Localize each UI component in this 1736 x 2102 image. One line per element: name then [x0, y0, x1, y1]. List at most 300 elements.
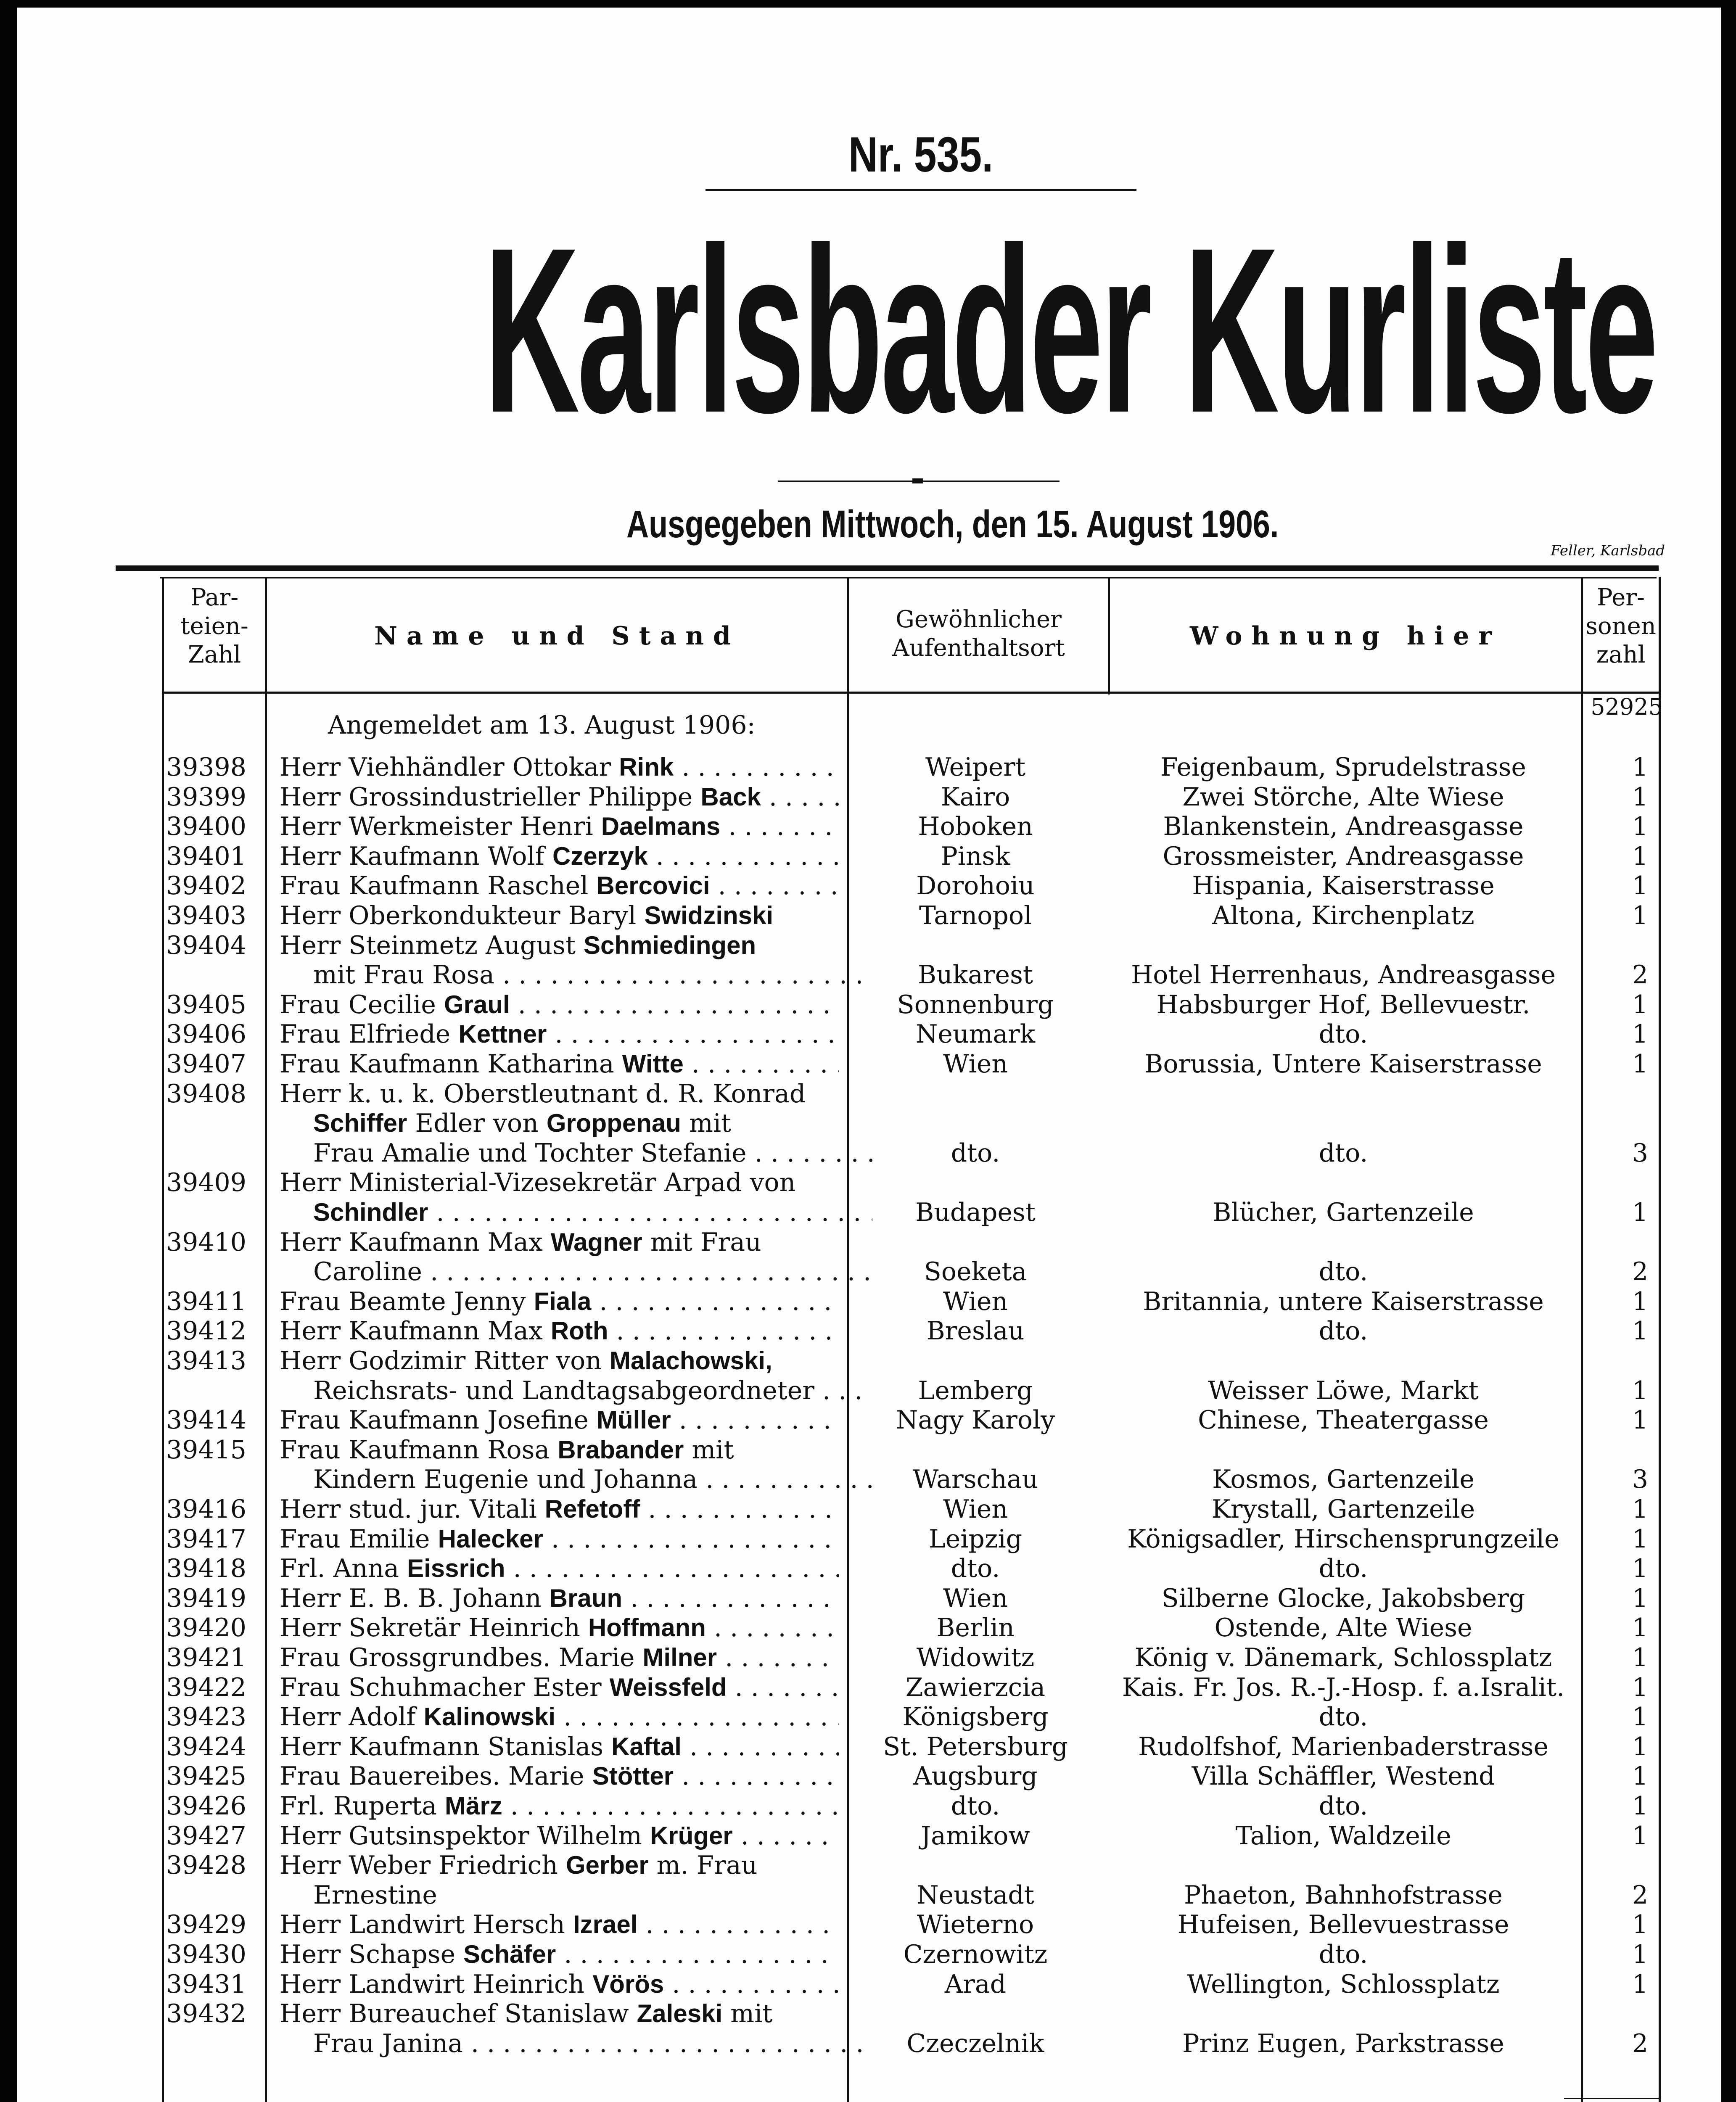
arrival-date-heading: Angemeldet am 13. August 1906: [328, 710, 756, 740]
lodging-here: Villa Schäffler, Westend [1192, 1761, 1495, 1791]
guest-name-status [280, 1435, 839, 1465]
party-number: 39424 [166, 1732, 246, 1761]
guest-name-text: Herr Weber Friedrich [280, 1851, 566, 1880]
persons-count: 1 [1632, 1049, 1648, 1079]
issue-number-rule [705, 189, 1136, 191]
persons-count: 1 [1632, 1761, 1648, 1791]
guest-name-text: Herr Sekretär Heinrich [280, 1613, 588, 1643]
guest-surname: Witte [622, 1050, 684, 1078]
guest-name-status [280, 1732, 839, 1761]
usual-residence: Berlin [936, 1613, 1015, 1643]
persons-count: 1 [1632, 1405, 1648, 1435]
party-number: 39414 [166, 1405, 246, 1435]
lodging-here: Königsadler, Hirschensprungzeile [1127, 1524, 1559, 1554]
guest-surname: Müller [596, 1406, 671, 1434]
guest-name-text: m. Frau [648, 1851, 758, 1880]
party-number: 39411 [166, 1287, 246, 1316]
guest-name-status [280, 1049, 839, 1079]
guest-name-status [280, 1910, 839, 1939]
guest-surname: Daelmans [601, 812, 721, 840]
usual-residence: Pinsk [941, 842, 1010, 871]
guest-name-status [280, 1970, 839, 1999]
guest-name-status [280, 1316, 839, 1346]
masthead-title: Karlsbader Kurliste [484, 198, 1656, 462]
table-row [0, 1287, 1736, 1316]
header-usual-residence: Gewöhnlicher Aufenthaltsort [892, 606, 1065, 662]
guest-name-text: Herr Godzimir Ritter von [280, 1346, 610, 1376]
table-row [0, 1228, 1736, 1257]
guest-surname: Swidzinski [644, 901, 774, 930]
table-row [0, 1584, 1736, 1613]
party-number: 39403 [166, 901, 246, 930]
usual-residence: Wien [943, 1287, 1008, 1316]
usual-residence: Wien [943, 1584, 1008, 1613]
guest-name-text: Frau Elfriede [280, 1019, 459, 1049]
table-row [0, 1761, 1736, 1791]
persons-count: 1 [1632, 842, 1648, 871]
persons-count: 1 [1632, 1198, 1648, 1227]
guest-surname: Graul [444, 990, 510, 1019]
guest-name-status [280, 1880, 872, 1910]
guest-name-status [280, 1791, 839, 1821]
guest-surname: Krüger [650, 1822, 733, 1850]
lodging-here: Wellington, Schlossplatz [1187, 1970, 1500, 1999]
usual-residence: Augsburg [913, 1761, 1038, 1791]
lodging-here: Chinese, Theatergasse [1198, 1405, 1489, 1435]
guest-name-text: mit Frau Rosa [313, 960, 494, 990]
guest-surname: Izrael [573, 1910, 638, 1938]
lodging-here: König v. Dänemark, Schlossplatz [1134, 1643, 1552, 1672]
persons-count: 2 [1632, 960, 1648, 990]
guest-name-text: Caroline [313, 1257, 423, 1286]
usual-residence: Weipert [925, 753, 1026, 782]
table-row [0, 1554, 1736, 1583]
guest-name-text: Frau Schuhmacher Ester [280, 1673, 610, 1702]
ornament-divider [778, 478, 1060, 483]
lodging-here: dto. [1319, 1138, 1368, 1168]
table-row [0, 871, 1736, 900]
usual-residence: Wien [943, 1049, 1008, 1079]
guest-name-text: Herr Kaufmann Max [280, 1228, 551, 1257]
table-row [0, 1910, 1736, 1939]
guest-name-text: Frau Kaufmann Rosa [280, 1435, 558, 1465]
table-row [0, 782, 1736, 812]
guest-name-status [280, 901, 839, 930]
guest-surname: Schäfer [463, 1940, 556, 1968]
persons-count: 3 [1632, 1138, 1648, 1168]
table-row [0, 1316, 1736, 1346]
persons-count: 1 [1632, 1287, 1648, 1316]
persons-count: 1 [1632, 782, 1648, 812]
guest-name-text: Frau Emilie [280, 1524, 438, 1554]
guest-surname: Braun [549, 1584, 622, 1612]
guest-name-text: Reichsrats- und Landtagsabgeordneter [313, 1376, 814, 1405]
usual-residence: Hoboken [918, 812, 1033, 841]
guest-name-status [280, 1376, 872, 1405]
persons-count: 1 [1632, 753, 1648, 782]
party-number: 39419 [166, 1584, 246, 1613]
lodging-here: Hispania, Kaiserstrasse [1192, 871, 1495, 900]
guest-name-status [280, 960, 872, 990]
guest-name-status [280, 1999, 839, 2028]
usual-residence: Breslau [926, 1316, 1025, 1346]
issue-date: Ausgegeben Mittwoch, den 15. August 1906. [626, 503, 1279, 546]
guest-name-text: Frau Janina [313, 2029, 463, 2058]
usual-residence: Neustadt [917, 1880, 1034, 1910]
guest-name-status [280, 1287, 839, 1316]
table-row [0, 1049, 1736, 1079]
guest-name-text: Herr stud. jur. Vitali [280, 1495, 545, 1524]
usual-residence: Königsberg [902, 1702, 1049, 1732]
persons-count: 3 [1632, 1465, 1648, 1494]
guest-name-text: Frau Amalie und Tochter Stefanie [313, 1138, 747, 1168]
party-number: 39430 [166, 1940, 246, 1969]
guest-surname: Czerzyk [552, 842, 648, 870]
guest-name-text: Herr Kaufmann Wolf [280, 842, 552, 871]
guest-name-status [280, 1613, 839, 1643]
guest-name-text: Kindern Eugenie und Johanna [313, 1465, 698, 1494]
table-row [0, 1613, 1736, 1643]
table-row [0, 1435, 1736, 1465]
guest-surname: Malachowski, [609, 1347, 772, 1375]
persons-count: 1 [1632, 1554, 1648, 1583]
table-row [0, 1791, 1736, 1821]
header-bottom-rule [162, 692, 1661, 694]
persons-count: 2 [1632, 2029, 1648, 2058]
guest-name-text: mit [681, 1109, 732, 1138]
header-party-count: Par- teien- Zahl [180, 584, 248, 668]
guest-name-status [280, 1761, 839, 1791]
party-number: 39415 [166, 1435, 246, 1465]
table-row [0, 931, 1736, 960]
table-row [0, 812, 1736, 841]
issue-number: Nr. 535. [848, 127, 994, 182]
usual-residence: Lemberg [918, 1376, 1033, 1405]
table-row [0, 1465, 1736, 1494]
party-number: 39407 [166, 1049, 246, 1079]
table-row [0, 960, 1736, 990]
table-row [0, 1376, 1736, 1405]
guest-name-text: Herr k. u. k. Oberstleutnant d. R. Konrad [280, 1079, 806, 1109]
persons-count: 2 [1632, 1880, 1648, 1910]
guest-name-text: Ernestine [313, 1880, 437, 1910]
table-row [0, 1643, 1736, 1672]
guest-name-text: Herr Gutsinspektor Wilhelm [280, 1821, 650, 1851]
guest-name-text: Herr Landwirt Heinrich [280, 1970, 593, 1999]
usual-residence: Warschau [912, 1465, 1038, 1494]
guest-name-text: Herr Werkmeister Henri [280, 812, 601, 841]
persons-count: 1 [1632, 1643, 1648, 1672]
guest-surname: Rink [619, 753, 674, 781]
party-number: 39405 [166, 990, 246, 1019]
party-number: 39398 [166, 753, 246, 782]
persons-count: 1 [1632, 1673, 1648, 1702]
guest-name-status [280, 1346, 839, 1376]
party-number: 39421 [166, 1643, 246, 1672]
table-row [0, 1405, 1736, 1435]
persons-count: 1 [1632, 1524, 1648, 1554]
table-row [0, 2029, 1736, 2058]
guest-name-text: mit [684, 1435, 734, 1465]
guest-name-text: mit [722, 1999, 773, 2028]
guest-name-status [280, 1198, 872, 1227]
lodging-here: Hotel Herrenhaus, Andreasgasse [1131, 960, 1556, 990]
party-number: 39418 [166, 1554, 246, 1583]
table-row [0, 1198, 1736, 1227]
guest-name-status [280, 1405, 839, 1435]
guest-name-text: mit Frau [642, 1228, 761, 1257]
party-number: 39413 [166, 1346, 246, 1376]
table-row [0, 1940, 1736, 1969]
guest-name-text: Frau Grossgrundbes. Marie [280, 1643, 643, 1672]
persons-count: 1 [1632, 1791, 1648, 1821]
guest-surname: Gerber [565, 1851, 649, 1879]
table-row [0, 1079, 1736, 1109]
party-number: 39426 [166, 1791, 246, 1821]
guest-name-text: Herr Kaufmann Max [280, 1316, 551, 1346]
party-number: 39401 [166, 842, 246, 871]
printer-imprint: Feller, Karlsbad [1551, 542, 1665, 559]
guest-name-status [280, 1109, 872, 1138]
usual-residence: Widowitz [916, 1643, 1035, 1672]
persons-count: 1 [1632, 1495, 1648, 1524]
usual-residence: dto. [951, 1791, 1000, 1821]
party-number: 39431 [166, 1970, 246, 1999]
guest-surname: Bercovici [596, 871, 710, 900]
guest-name-text: Frau Kaufmann Raschel [280, 871, 597, 900]
lodging-here: Feigenbaum, Sprudelstrasse [1160, 753, 1526, 782]
party-number: 39404 [166, 931, 246, 960]
guest-surname: Schiffer [313, 1109, 407, 1137]
party-number: 39425 [166, 1761, 246, 1791]
table-row [0, 1999, 1736, 2028]
guest-name-status [280, 1257, 872, 1286]
lodging-here: Blücher, Gartenzeile [1213, 1198, 1474, 1227]
persons-count: 1 [1632, 1821, 1648, 1851]
table-row [0, 1109, 1736, 1138]
lodging-here: dto. [1319, 1019, 1368, 1049]
guest-name-text: Herr Viehhändler Ottokar [280, 753, 619, 782]
guest-name-status [280, 931, 839, 960]
party-number: 39428 [166, 1851, 246, 1880]
guest-surname: Groppenau [546, 1109, 681, 1137]
guest-name-status [280, 812, 839, 841]
persons-count: 1 [1632, 1316, 1648, 1346]
persons-count: 1 [1632, 1702, 1648, 1732]
lodging-here: dto. [1319, 1940, 1368, 1969]
lodging-here: Rudolfshof, Marienbaderstrasse [1138, 1732, 1548, 1761]
lodging-here: dto. [1319, 1257, 1368, 1286]
usual-residence: Neumark [915, 1019, 1036, 1049]
usual-residence: Zawierzcia [905, 1673, 1046, 1702]
party-number: 39417 [166, 1524, 246, 1554]
party-number: 39408 [166, 1079, 246, 1109]
party-number: 39410 [166, 1228, 246, 1257]
lodging-here: Borussia, Untere Kaiserstrasse [1144, 1049, 1542, 1079]
guest-surname: Halecker [438, 1525, 543, 1553]
usual-residence: Leipzig [928, 1524, 1023, 1554]
guest-name-text: Frau Bauereibes. Marie [280, 1761, 592, 1791]
guest-name-status [280, 1584, 839, 1613]
usual-residence: Czeczelnik [906, 2029, 1044, 2058]
guest-surname: Kalinowski [423, 1703, 556, 1731]
lodging-here: Phaeton, Bahnhofstrasse [1184, 1880, 1503, 1910]
party-number: 39416 [166, 1495, 246, 1524]
lodging-here: Silberne Glocke, Jakobsberg [1161, 1584, 1525, 1613]
guest-surname: Wagner [550, 1228, 642, 1256]
guest-name-status [280, 1673, 839, 1702]
table-row [0, 1524, 1736, 1554]
guest-name-status [280, 1643, 839, 1672]
lodging-here: Altona, Kirchenplatz [1212, 901, 1474, 930]
table-row [0, 1880, 1736, 1910]
guest-name-text: Herr Landwirt Hersch [280, 1910, 573, 1939]
lodging-here: Krystall, Gartenzeile [1211, 1495, 1475, 1524]
usual-residence: Arad [944, 1970, 1007, 1999]
guest-surname: März [445, 1792, 502, 1820]
usual-residence: Soeketa [924, 1257, 1027, 1286]
usual-residence: Wien [943, 1495, 1008, 1524]
party-number: 39400 [166, 812, 246, 841]
guest-name-status [280, 871, 839, 900]
guest-name-status [280, 1821, 839, 1851]
usual-residence: Dorohoiu [916, 871, 1035, 900]
lodging-here: dto. [1319, 1702, 1368, 1732]
guest-name-status [280, 1524, 839, 1554]
header-name-status: Name und Stand [374, 621, 740, 651]
persons-count: 1 [1632, 1940, 1648, 1969]
guest-surname: Kettner [458, 1020, 547, 1048]
guest-name-status [280, 2029, 872, 2058]
guest-surname: Stötter [592, 1762, 674, 1790]
guest-surname: Kaftal [611, 1732, 682, 1761]
guest-name-text: Frau Kaufmann Katharina [280, 1049, 622, 1079]
usual-residence: dto. [951, 1554, 1000, 1583]
guest-name-status [280, 1138, 872, 1168]
guest-name-status [280, 842, 839, 871]
guest-surname: Eissrich [407, 1554, 505, 1582]
table-row [0, 1673, 1736, 1702]
guest-name-status [280, 1702, 839, 1732]
usual-residence: Kairo [941, 782, 1010, 812]
guest-name-text: Frl. Ruperta [280, 1791, 445, 1821]
party-number: 39406 [166, 1019, 246, 1049]
table-row [0, 1346, 1736, 1376]
guest-surname: Roth [550, 1317, 608, 1345]
lodging-here: Prinz Eugen, Parkstrasse [1182, 2029, 1504, 2058]
guest-name-status [280, 753, 839, 782]
table-row [0, 901, 1736, 930]
guest-name-status [280, 1079, 839, 1109]
running-total-start: 52925 [1591, 694, 1663, 720]
usual-residence: Wieterno [917, 1910, 1034, 1939]
header-persons-count: Per- sonen zahl [1585, 584, 1656, 668]
party-number: 39427 [166, 1821, 246, 1851]
persons-count: 1 [1632, 871, 1648, 900]
persons-count: 2 [1632, 1257, 1648, 1286]
lodging-here: Britannia, untere Kaiserstrasse [1143, 1287, 1544, 1316]
party-number: 39402 [166, 871, 246, 900]
guest-surname: Vörös [592, 1970, 664, 1998]
guest-name-text: Herr Grossindustrieller Philippe [280, 782, 701, 812]
guest-surname: Fiala [534, 1287, 592, 1315]
guest-surname: Schindler [313, 1198, 428, 1226]
guest-name-text: Herr Ministerial-Vizesekretär Arpad von [280, 1168, 796, 1197]
total-rule [1564, 2098, 1661, 2099]
table-row [0, 1732, 1736, 1761]
guest-name-text: Frau Beamte Jenny [280, 1287, 534, 1316]
table-row [0, 1821, 1736, 1851]
guest-name-text: Herr Bureauchef Stanislaw [280, 1999, 637, 2028]
guest-name-text: Herr Steinmetz August [280, 931, 584, 960]
guest-surname: Milner [642, 1643, 717, 1672]
lodging-here: Weisser Löwe, Markt [1208, 1376, 1479, 1405]
guest-name-status [280, 782, 839, 812]
lodging-here: Zwei Störche, Alte Wiese [1182, 782, 1504, 812]
lodging-here: Kosmos, Gartenzeile [1212, 1465, 1474, 1494]
usual-residence: Jamikow [921, 1821, 1030, 1851]
table-row [0, 1138, 1736, 1168]
table-row [0, 753, 1736, 782]
header-lodging: Wohnung hier [1189, 621, 1501, 651]
party-number: 39409 [166, 1168, 246, 1197]
table-row [0, 1257, 1736, 1286]
guest-name-text: Herr Kaufmann Stanislas [280, 1732, 612, 1761]
guest-name-text: Frl. Anna [280, 1554, 407, 1583]
lodging-here: dto. [1319, 1791, 1368, 1821]
lodging-here: Kais. Fr. Jos. R.-J.-Hosp. f. a.Isralit. [1122, 1673, 1565, 1702]
guest-name-status [280, 1851, 839, 1880]
guest-surname: Schmiedingen [584, 931, 756, 959]
guest-surname: Zaleski [637, 1999, 723, 2028]
guest-surname: Hoffmann [588, 1613, 706, 1642]
lodging-here: Hufeisen, Bellevuestrasse [1177, 1910, 1509, 1939]
usual-residence: Sonnenburg [897, 990, 1054, 1019]
guest-surname: Refetoff [544, 1495, 640, 1523]
guest-name-status [280, 990, 839, 1019]
persons-count: 1 [1632, 812, 1648, 841]
persons-count: 1 [1632, 990, 1648, 1019]
guest-name-text: Edler von [407, 1109, 547, 1138]
guest-name-text: Frau Kaufmann Josefine [280, 1405, 597, 1435]
lodging-here: dto. [1319, 1316, 1368, 1346]
lodging-here: Talion, Waldzeile [1235, 1821, 1451, 1851]
usual-residence: Czernowitz [903, 1940, 1048, 1969]
guest-name-text: Herr E. B. B. Johann [280, 1584, 550, 1613]
table-row [0, 990, 1736, 1019]
guest-name-status [280, 1465, 872, 1494]
party-number: 39429 [166, 1910, 246, 1939]
persons-count: 1 [1632, 1910, 1648, 1939]
guest-surname: Brabander [558, 1436, 684, 1464]
table-row [0, 1168, 1736, 1197]
table-row [0, 1495, 1736, 1524]
persons-count: 1 [1632, 1732, 1648, 1761]
usual-residence: Bukarest [918, 960, 1033, 990]
guest-name-status [280, 1554, 839, 1583]
persons-count: 1 [1632, 1584, 1648, 1613]
party-number: 39399 [166, 782, 246, 812]
guest-name-text: Herr Adolf [280, 1702, 424, 1732]
persons-count: 1 [1632, 1376, 1648, 1405]
lodging-here: dto. [1319, 1554, 1368, 1583]
header-thin-rule [160, 577, 1657, 578]
table-row [0, 1019, 1736, 1049]
party-number: 39423 [166, 1702, 246, 1732]
guest-name-status [280, 1019, 839, 1049]
guest-name-text: Herr Oberkondukteur Baryl [280, 901, 645, 930]
party-number: 39412 [166, 1316, 246, 1346]
